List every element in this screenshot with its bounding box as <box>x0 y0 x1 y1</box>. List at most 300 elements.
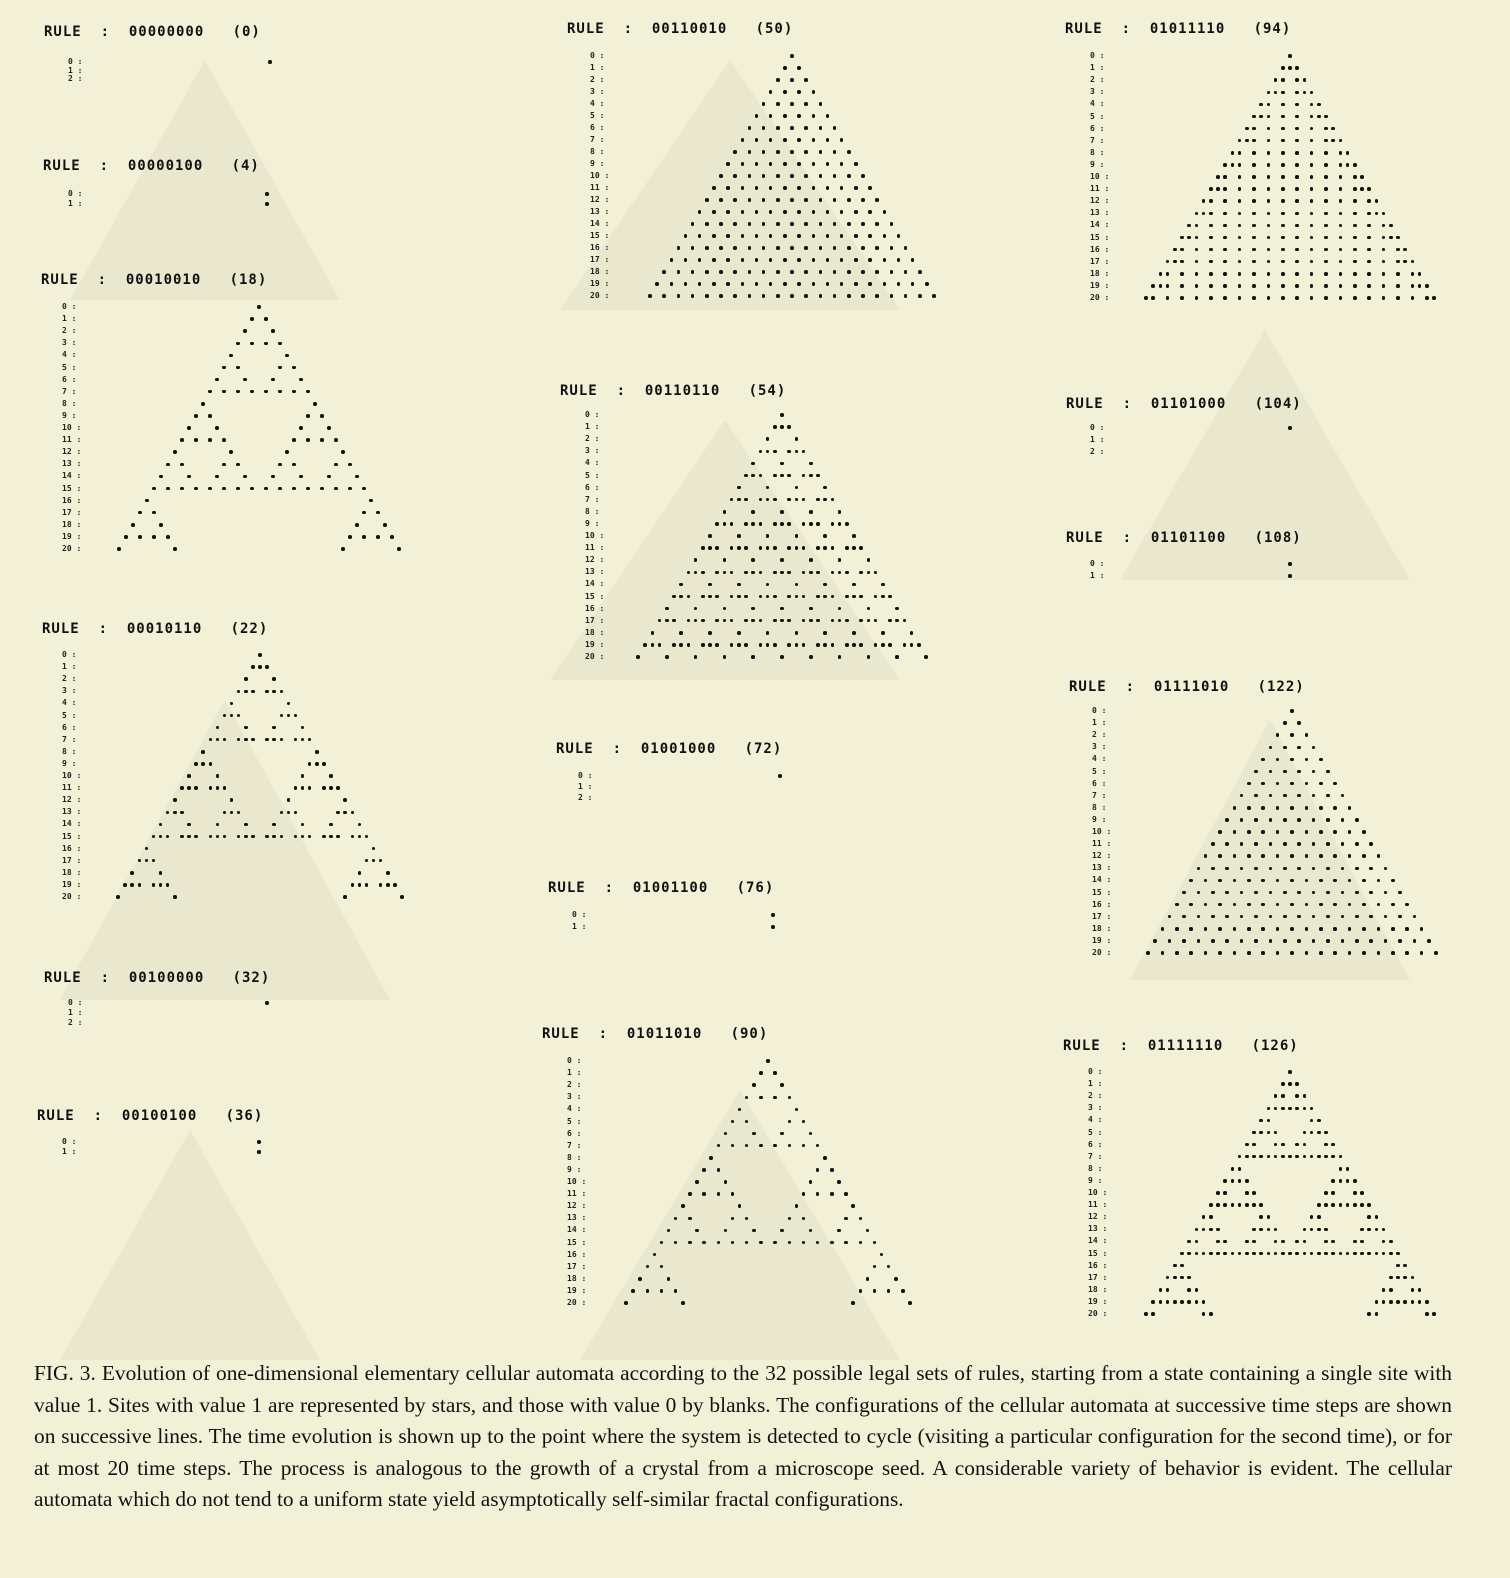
cell-star <box>1195 260 1199 264</box>
cell-star <box>1324 248 1328 252</box>
cell-star <box>867 619 871 623</box>
cell-star <box>166 463 170 467</box>
cell-star <box>677 270 681 274</box>
cell-star <box>890 222 894 226</box>
cell-star <box>795 437 799 441</box>
cell-star <box>292 366 296 370</box>
bleed-through-shadow <box>580 1090 900 1360</box>
time-step-label: 2 : <box>62 674 77 684</box>
cell-star <box>1209 272 1213 276</box>
rule-title: RULE : 00000000 (0) <box>44 24 261 40</box>
cell-star <box>790 150 794 154</box>
cell-star <box>812 234 816 238</box>
cell-star <box>823 1156 827 1160</box>
cell-star <box>852 546 856 550</box>
cell-star <box>888 595 892 599</box>
cell-star <box>1355 842 1359 846</box>
cell-star <box>1211 891 1215 895</box>
cell-star <box>773 546 777 550</box>
cell-star <box>1425 1312 1429 1316</box>
time-step-label: 0 : <box>1088 1067 1103 1076</box>
cell-star <box>1403 260 1407 264</box>
cell-star <box>859 1241 863 1245</box>
cell-star <box>904 246 908 250</box>
time-step-label: 14 : <box>590 219 610 228</box>
cell-star <box>833 126 837 130</box>
time-step-label: 4 : <box>585 458 600 468</box>
cell-star <box>237 714 241 718</box>
cell-star <box>1324 224 1328 228</box>
time-step-label: 5 : <box>1090 111 1105 121</box>
cell-star <box>854 282 858 286</box>
cell-star <box>783 90 787 94</box>
cell-star <box>1355 867 1359 871</box>
cell-star <box>809 1180 813 1184</box>
cell-star <box>1144 1312 1148 1316</box>
time-step-label: 9 : <box>62 758 77 768</box>
cell-star <box>1238 199 1242 203</box>
cell-star <box>236 487 240 491</box>
cell-star <box>861 222 865 226</box>
cell-star <box>1353 272 1357 276</box>
cell-star <box>1411 272 1415 276</box>
cell-star <box>1267 212 1271 216</box>
cell-star <box>180 835 184 839</box>
cell-star <box>1195 1300 1199 1304</box>
cell-star <box>280 811 284 815</box>
cell-star <box>1238 151 1242 155</box>
cell-star <box>1353 187 1357 191</box>
cell-star <box>804 78 808 82</box>
time-step-label: 20 : <box>1090 293 1110 302</box>
cell-star <box>351 835 355 839</box>
time-step-label: 16 : <box>1088 1260 1108 1270</box>
cell-star <box>875 270 879 274</box>
time-step-label: 20 : <box>62 544 82 553</box>
cell-star <box>397 547 401 551</box>
cell-star <box>1252 175 1256 179</box>
cell-star <box>1425 296 1429 300</box>
cell-star <box>1267 187 1271 191</box>
cell-star <box>851 1204 855 1208</box>
cell-star <box>1377 903 1381 907</box>
cell-star <box>1319 951 1323 955</box>
cell-star <box>795 1204 799 1208</box>
cell-star <box>804 246 808 250</box>
cell-star <box>393 883 397 887</box>
cell-star <box>1295 1155 1299 1159</box>
cell-star <box>1247 830 1251 834</box>
cell-star <box>741 186 745 190</box>
time-step-label: 16 : <box>1092 899 1112 909</box>
time-step-label: 6 : <box>585 482 600 492</box>
cell-star <box>1218 951 1222 955</box>
time-step-label: 7 : <box>590 135 605 144</box>
time-step-label: 18 : <box>62 867 82 877</box>
cell-star <box>1310 1215 1314 1219</box>
cell-star <box>1281 1240 1285 1244</box>
cell-star <box>1382 272 1386 276</box>
cell-star <box>313 402 317 406</box>
cell-star <box>1281 187 1285 191</box>
cell-star <box>812 210 816 214</box>
cell-star <box>1369 867 1373 871</box>
cell-star <box>788 1144 792 1148</box>
cell-star <box>1245 1179 1249 1183</box>
time-step-label: 12 : <box>1092 851 1112 861</box>
cell-star <box>264 317 268 321</box>
cell-star <box>1339 272 1343 276</box>
cell-star <box>744 595 748 599</box>
cell-star <box>823 486 827 490</box>
cell-star <box>1166 296 1170 300</box>
cell-star <box>1267 139 1271 143</box>
cell-star <box>237 690 241 694</box>
time-step-label: 5 : <box>62 362 77 372</box>
time-step-label: 2 : <box>68 74 83 83</box>
time-step-label: 13 : <box>590 207 610 216</box>
cell-star <box>1187 1288 1191 1292</box>
cell-star <box>1223 260 1227 264</box>
cell-star <box>1375 199 1379 203</box>
cell-star <box>1267 91 1271 95</box>
cell-star <box>265 192 269 196</box>
time-step-label: 3 : <box>590 87 605 96</box>
cell-star <box>741 282 745 286</box>
cell-star <box>787 498 791 502</box>
cell-star <box>1396 272 1400 276</box>
time-step-label: 1 : <box>585 422 600 432</box>
cell-star <box>726 186 730 190</box>
cell-star <box>159 871 163 875</box>
cell-star <box>776 222 780 226</box>
cell-star <box>1209 224 1213 228</box>
cell-star <box>780 462 784 466</box>
cell-star <box>1312 794 1316 798</box>
cell-star <box>717 1192 721 1196</box>
cell-star <box>1389 224 1393 228</box>
cell-star <box>1324 1191 1328 1195</box>
cell-star <box>773 450 777 454</box>
time-step-label: 7 : <box>62 386 77 396</box>
time-step-label: 5 : <box>62 710 77 720</box>
time-step-label: 9 : <box>1090 159 1105 169</box>
time-step-label: 15 : <box>62 483 82 493</box>
time-step-label: 0 : <box>62 650 77 659</box>
cell-star <box>1310 163 1314 167</box>
cell-star <box>708 643 712 647</box>
cell-star <box>755 210 759 214</box>
cell-star <box>723 655 727 659</box>
cell-star <box>1261 806 1265 810</box>
cell-star <box>1295 1094 1299 1098</box>
cell-star <box>1252 284 1256 288</box>
time-step-label: 16 : <box>590 243 610 252</box>
cell-star <box>859 619 863 623</box>
cell-star <box>1202 1215 1206 1219</box>
cell-star <box>1223 272 1227 276</box>
cell-star <box>910 631 914 635</box>
cell-star <box>1377 879 1381 883</box>
cell-star <box>741 258 745 262</box>
cell-star <box>874 595 878 599</box>
cell-star <box>1348 806 1352 810</box>
cell-star <box>1175 903 1179 907</box>
time-step-label: 2 : <box>1090 447 1105 456</box>
cell-star <box>124 535 128 539</box>
cell-star <box>1245 1143 1249 1147</box>
cell-star <box>1281 139 1285 143</box>
cell-star <box>1295 103 1299 107</box>
cell-star <box>677 246 681 250</box>
cell-star <box>257 305 261 309</box>
cell-star <box>1238 212 1242 216</box>
cell-star <box>783 186 787 190</box>
cell-star <box>1398 915 1402 919</box>
cell-star <box>751 655 755 659</box>
cell-star <box>1396 1300 1400 1304</box>
cell-star <box>1202 1300 1206 1304</box>
cell-star <box>804 174 808 178</box>
cell-star <box>351 883 355 887</box>
cell-star <box>795 450 799 454</box>
cell-star <box>1348 927 1352 931</box>
cell-star <box>833 150 837 154</box>
cell-star <box>1161 951 1165 955</box>
cell-star <box>1238 139 1242 143</box>
cell-star <box>826 186 830 190</box>
cell-star <box>670 258 674 262</box>
cell-star <box>688 1217 692 1221</box>
time-step-label: 8 : <box>585 506 600 516</box>
cell-star <box>1326 794 1330 798</box>
cell-star <box>1187 1240 1191 1244</box>
cell-star <box>1288 1155 1292 1159</box>
time-step-label: 1 : <box>68 65 83 75</box>
cell-star <box>264 342 268 346</box>
cell-star <box>1290 854 1294 858</box>
cell-star <box>265 690 269 694</box>
time-step-label: 13 : <box>1090 208 1110 218</box>
cell-star <box>1396 1252 1400 1256</box>
cell-star <box>1295 127 1299 131</box>
time-step-label: 2 : <box>1090 75 1105 85</box>
cell-star <box>348 463 352 467</box>
cell-star <box>322 786 326 790</box>
cell-star <box>1339 260 1343 264</box>
cell-star <box>1348 830 1352 834</box>
cell-star <box>773 595 777 599</box>
cell-star <box>823 631 827 635</box>
cell-star <box>1173 1264 1177 1268</box>
cell-star <box>1252 1191 1256 1195</box>
cell-star <box>844 1192 848 1196</box>
cell-star <box>327 475 331 479</box>
cell-star <box>299 426 303 430</box>
cell-star <box>1259 1119 1263 1123</box>
cell-star <box>1310 236 1314 240</box>
cell-star <box>1295 199 1299 203</box>
cell-star <box>1269 842 1273 846</box>
cell-star <box>874 571 878 575</box>
cell-star <box>769 114 773 118</box>
cell-star <box>776 246 780 250</box>
cell-star <box>1209 296 1213 300</box>
cell-star <box>1339 212 1343 216</box>
time-step-label: 17 : <box>1092 911 1112 921</box>
cell-star <box>1216 1191 1220 1195</box>
cell-star <box>845 546 849 550</box>
time-step-label: 1 : <box>1092 718 1107 728</box>
cell-star <box>1238 163 1242 167</box>
cell-star <box>809 571 813 575</box>
cell-star <box>1233 830 1237 834</box>
cell-star <box>1151 1300 1155 1304</box>
cell-star <box>787 522 791 526</box>
cell-star <box>1187 1276 1191 1280</box>
cell-star <box>695 1229 699 1233</box>
cell-star <box>1367 1215 1371 1219</box>
cell-star <box>766 450 770 454</box>
cell-star <box>265 665 269 669</box>
cell-star <box>1247 782 1251 786</box>
cell-star <box>816 1144 820 1148</box>
cell-star <box>783 210 787 214</box>
cell-star <box>1267 1228 1271 1232</box>
figure-caption: FIG. 3. Evolution of one-dimensional elementary cellular automata according to the 32 possible legal sets of rules, starting from a state containing a single site with value 1. Sites with value 1 are represented by stars, and those with value 0 by blanks. The configurations of the cellular automata at successive time steps are shown on successive lines. The time evolution is shown up to the point where the system is detected to cycle (visiting a particular configuration for the second time), or for at most 20 time steps. The process is analogous to the growth of a crystal from a microscope seed. A considerable variety of behavior is evident. The cellular automata which do not tend to a uniform state yield asymptotically self-similar fractal configurations. <box>34 1361 1452 1511</box>
cell-star <box>1326 891 1330 895</box>
time-step-label: 6 : <box>1092 778 1107 788</box>
cell-star <box>1317 1203 1321 1207</box>
cell-star <box>1297 770 1301 774</box>
cell-star <box>315 762 319 766</box>
cell-star <box>1161 927 1165 931</box>
cell-star <box>1317 1215 1321 1219</box>
cell-star <box>341 547 345 551</box>
cell-star <box>819 174 823 178</box>
time-step-label: 18 : <box>585 627 605 637</box>
cell-star <box>890 294 894 298</box>
cell-star <box>379 859 383 863</box>
cell-star <box>348 535 352 539</box>
cell-star <box>1333 830 1337 834</box>
cell-star <box>651 643 655 647</box>
cell-star <box>1187 224 1191 228</box>
cell-star <box>737 486 741 490</box>
time-step-label: 4 : <box>62 350 77 360</box>
cell-star <box>881 595 885 599</box>
cell-star <box>778 774 782 778</box>
cell-star <box>180 463 184 467</box>
time-step-label: 0 : <box>1090 559 1105 568</box>
cell-star <box>1209 260 1213 264</box>
cell-star <box>719 246 723 250</box>
cell-star <box>802 1192 806 1196</box>
cell-star <box>759 450 763 454</box>
cell-star <box>1295 1252 1299 1256</box>
cell-star <box>1339 199 1343 203</box>
cell-star <box>847 222 851 226</box>
time-step-label: 14 : <box>62 471 82 481</box>
cell-star <box>1310 199 1314 203</box>
cell-star <box>787 450 791 454</box>
cell-star <box>1151 296 1155 300</box>
cell-star <box>1252 272 1256 276</box>
cell-star <box>1353 163 1357 167</box>
time-step-label: 18 : <box>1092 923 1112 933</box>
cell-star <box>306 487 310 491</box>
rule-title: RULE : 01101000 (104) <box>1066 396 1302 412</box>
cell-star <box>795 486 799 490</box>
cell-star <box>733 270 737 274</box>
time-step-label: 16 : <box>585 603 605 613</box>
cell-star <box>780 655 784 659</box>
cell-star <box>677 294 681 298</box>
cell-star <box>897 282 901 286</box>
cell-star <box>790 174 794 178</box>
cell-star <box>1303 1143 1307 1147</box>
cell-star <box>816 546 820 550</box>
cell-star <box>1288 1252 1292 1256</box>
cell-star <box>1288 66 1292 70</box>
cell-star <box>1252 1155 1256 1159</box>
cell-star <box>1339 1203 1343 1207</box>
cell-star <box>1317 115 1321 119</box>
time-step-label: 10 : <box>585 531 605 540</box>
time-step-label: 0 : <box>578 771 593 780</box>
cell-star <box>1283 939 1287 943</box>
cell-star <box>1173 1300 1177 1304</box>
cell-star <box>1377 927 1381 931</box>
cell-star <box>1211 842 1215 846</box>
cell-star <box>1204 927 1208 931</box>
cell-star <box>812 186 816 190</box>
cell-star <box>1324 163 1328 167</box>
cell-star <box>1267 224 1271 228</box>
cell-star <box>152 883 156 887</box>
cell-star <box>762 102 766 106</box>
cell-star <box>819 126 823 130</box>
time-step-label: 19 : <box>1088 1296 1108 1306</box>
cell-star <box>166 535 170 539</box>
cell-star <box>1339 1252 1343 1256</box>
cell-star <box>334 487 338 491</box>
cell-star <box>712 258 716 262</box>
cell-star <box>816 522 820 526</box>
cell-star <box>1375 212 1379 216</box>
cell-star <box>1382 1252 1386 1256</box>
time-step-label: 11 : <box>567 1189 587 1199</box>
cell-star <box>278 463 282 467</box>
cell-star <box>1324 115 1328 119</box>
cell-star <box>712 186 716 190</box>
cell-star <box>812 258 816 262</box>
cell-star <box>243 378 247 382</box>
cell-star <box>852 643 856 647</box>
cell-star <box>1295 1143 1299 1147</box>
cell-star <box>1281 151 1285 155</box>
cell-star <box>1360 1191 1364 1195</box>
cell-star <box>1324 1143 1328 1147</box>
cell-star <box>1281 248 1285 252</box>
cell-star <box>1295 175 1299 179</box>
cell-star <box>741 138 745 142</box>
cell-star <box>180 438 184 442</box>
cell-star <box>783 114 787 118</box>
cell-star <box>1384 915 1388 919</box>
cell-star <box>1233 806 1237 810</box>
cell-star <box>1375 1228 1379 1232</box>
